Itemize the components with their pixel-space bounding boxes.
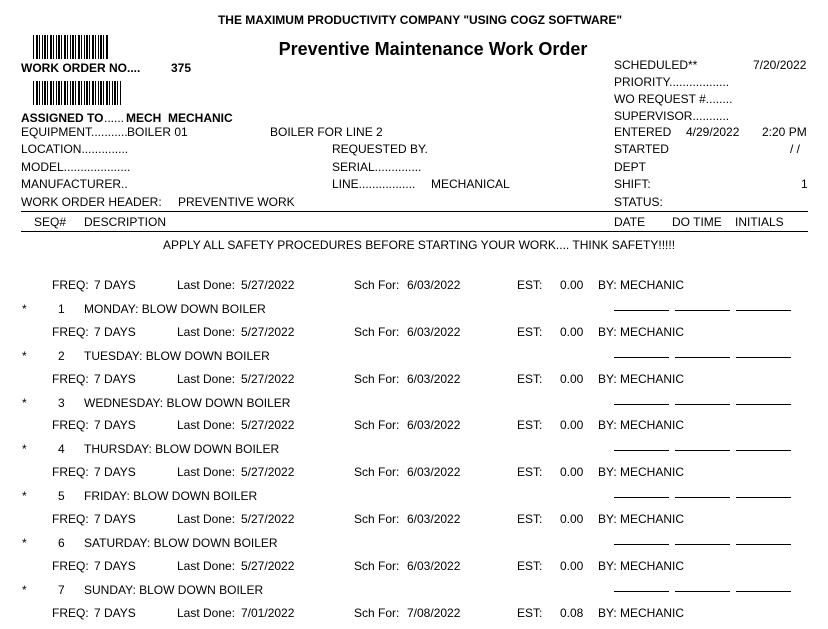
sch-for-label: Sch For: [354, 278, 400, 292]
initials-signoff-line[interactable] [736, 310, 791, 311]
task-seq: 1 [58, 302, 65, 316]
do-time-signoff-line[interactable] [675, 404, 730, 405]
freq-label: FREQ: [52, 606, 89, 620]
sch-for-value: 6/03/2022 [407, 372, 461, 386]
sch-for-label: Sch For: [354, 465, 400, 479]
sch-for-value: 7/08/2022 [407, 606, 461, 620]
serial-label: SERIAL.............. [332, 160, 422, 174]
assigned-value: MECH MECHANIC [126, 111, 233, 125]
by-value: MECHANIC [620, 606, 685, 620]
task-description: TUESDAY: BLOW DOWN BOILER [84, 349, 270, 363]
last-done-value: 5/27/2022 [241, 325, 295, 339]
freq-value: 7 DAYS [94, 278, 136, 292]
by-label: BY: [598, 559, 617, 573]
est-label: EST: [517, 512, 543, 526]
initials-signoff-line[interactable] [736, 544, 791, 545]
last-done-value: 5/27/2022 [241, 512, 295, 526]
task-marker: * [22, 442, 27, 456]
do-time-signoff-line[interactable] [675, 497, 730, 498]
last-done-label: Last Done: [177, 372, 236, 386]
est-label: EST: [517, 325, 543, 339]
equipment-description: BOILER FOR LINE 2 [270, 125, 383, 139]
shift-value: 1 [801, 177, 808, 191]
model-label: MODEL.................... [21, 160, 131, 174]
by-label: BY: [598, 325, 617, 339]
task-marker: * [22, 302, 27, 316]
est-value: 0.00 [560, 325, 584, 339]
initials-signoff-line[interactable] [736, 497, 791, 498]
last-done-label: Last Done: [177, 465, 236, 479]
est-value: 0.00 [560, 512, 584, 526]
sch-for-label: Sch For: [354, 559, 400, 573]
date-signoff-line[interactable] [614, 310, 669, 311]
est-label: EST: [517, 278, 543, 292]
scheduled-value: 7/20/2022 [753, 58, 807, 72]
wo-header-value: PREVENTIVE WORK [178, 195, 295, 209]
task-marker: * [22, 396, 27, 410]
freq-label: FREQ: [52, 325, 89, 339]
freq-value: 7 DAYS [94, 512, 136, 526]
task-marker: * [22, 583, 27, 597]
col-do-time: DO TIME [672, 215, 722, 229]
task-seq: 4 [58, 442, 65, 456]
col-date: DATE [614, 215, 646, 229]
status-label: STATUS: [614, 195, 663, 209]
requested-by-label: REQUESTED BY. [332, 142, 428, 156]
sch-for-value: 6/03/2022 [407, 418, 461, 432]
task-marker: * [22, 489, 27, 503]
last-done-label: Last Done: [177, 278, 236, 292]
last-done-value: 5/27/2022 [241, 418, 295, 432]
do-time-signoff-line[interactable] [675, 310, 730, 311]
do-time-signoff-line[interactable] [675, 357, 730, 358]
sch-for-value: 6/03/2022 [407, 512, 461, 526]
by-value: MECHANIC [620, 372, 685, 386]
by-value: MECHANIC [620, 418, 685, 432]
est-label: EST: [517, 606, 543, 620]
entered-time: 2:20 PM [762, 125, 807, 139]
last-done-value: 5/27/2022 [241, 559, 295, 573]
do-time-signoff-line[interactable] [675, 591, 730, 592]
assigned-dots: ...... [104, 111, 125, 125]
scheduled-label: SCHEDULED** [614, 58, 698, 72]
initials-signoff-line[interactable] [736, 404, 791, 405]
date-signoff-line[interactable] [614, 497, 669, 498]
sch-for-value: 6/03/2022 [407, 559, 461, 573]
line-label: LINE................. [332, 177, 416, 191]
sch-for-label: Sch For: [354, 325, 400, 339]
by-label: BY: [598, 278, 617, 292]
by-value: MECHANIC [620, 559, 685, 573]
safety-note: APPLY ALL SAFETY PROCEDURES BEFORE STARTING YOUR WORK.... THINK SAFETY!!!!! [162, 238, 676, 252]
by-value: MECHANIC [620, 278, 685, 292]
task-seq: 2 [58, 349, 65, 363]
sch-for-label: Sch For: [354, 512, 400, 526]
date-signoff-line[interactable] [614, 450, 669, 451]
est-value: 0.00 [560, 418, 584, 432]
shift-label: SHIFT: [614, 177, 651, 191]
freq-value: 7 DAYS [94, 418, 136, 432]
header-top-rule [21, 211, 808, 212]
by-value: MECHANIC [620, 465, 685, 479]
task-description: MONDAY: BLOW DOWN BOILER [84, 302, 266, 316]
task-description: SUNDAY: BLOW DOWN BOILER [84, 583, 264, 597]
est-label: EST: [517, 418, 543, 432]
do-time-signoff-line[interactable] [675, 544, 730, 545]
freq-label: FREQ: [52, 465, 89, 479]
freq-value: 7 DAYS [94, 325, 136, 339]
task-description: WEDNESDAY: BLOW DOWN BOILER [84, 396, 291, 410]
equipment-label: EQUIPMENT........... [21, 125, 128, 139]
freq-label: FREQ: [52, 372, 89, 386]
dept-label: DEPT [614, 160, 647, 174]
sch-for-value: 6/03/2022 [407, 278, 461, 292]
do-time-signoff-line[interactable] [675, 450, 730, 451]
last-done-label: Last Done: [177, 418, 236, 432]
initials-signoff-line[interactable] [736, 591, 791, 592]
assigned-barcode [33, 81, 121, 105]
task-description: FRIDAY: BLOW DOWN BOILER [84, 489, 258, 503]
by-label: BY: [598, 512, 617, 526]
by-label: BY: [598, 606, 617, 620]
last-done-label: Last Done: [177, 325, 236, 339]
priority-label: PRIORITY.................. [614, 75, 730, 89]
last-done-value: 5/27/2022 [241, 465, 295, 479]
sch-for-label: Sch For: [354, 418, 400, 432]
task-seq: 5 [58, 489, 65, 503]
est-label: EST: [517, 465, 543, 479]
started-value: / / [790, 142, 801, 156]
task-marker: * [22, 536, 27, 550]
header-bottom-rule [21, 231, 808, 232]
est-value: 0.00 [560, 559, 584, 573]
sch-for-value: 6/03/2022 [407, 325, 461, 339]
est-value: 0.08 [560, 606, 584, 620]
task-seq: 7 [58, 583, 65, 597]
freq-value: 7 DAYS [94, 559, 136, 573]
est-label: EST: [517, 372, 543, 386]
by-value: MECHANIC [620, 325, 685, 339]
wo-header-label: WORK ORDER HEADER: [21, 195, 162, 209]
last-done-value: 5/27/2022 [241, 278, 295, 292]
col-seq: SEQ# [34, 215, 67, 229]
est-value: 0.00 [560, 372, 584, 386]
date-signoff-line[interactable] [614, 357, 669, 358]
by-label: BY: [598, 372, 617, 386]
freq-value: 7 DAYS [94, 372, 136, 386]
last-done-label: Last Done: [177, 606, 236, 620]
started-label: STARTED [614, 142, 669, 156]
est-label: EST: [517, 559, 543, 573]
freq-value: 7 DAYS [94, 465, 136, 479]
date-signoff-line[interactable] [614, 591, 669, 592]
by-value: MECHANIC [620, 512, 685, 526]
initials-signoff-line[interactable] [736, 357, 791, 358]
entered-date: 4/29/2022 [686, 125, 740, 139]
last-done-value: 5/27/2022 [241, 372, 295, 386]
work-order-label: WORK ORDER NO.... [21, 61, 141, 75]
est-value: 0.00 [560, 465, 584, 479]
task-description: SATURDAY: BLOW DOWN BOILER [84, 536, 278, 550]
document-title: Preventive Maintenance Work Order [278, 39, 588, 59]
task-marker: * [22, 349, 27, 363]
last-done-label: Last Done: [177, 512, 236, 526]
est-value: 0.00 [560, 278, 584, 292]
entered-label: ENTERED [614, 125, 672, 139]
date-signoff-line[interactable] [614, 544, 669, 545]
col-initials: INITIALS [735, 215, 784, 229]
freq-label: FREQ: [52, 278, 89, 292]
by-label: BY: [598, 418, 617, 432]
task-seq: 3 [58, 396, 65, 410]
freq-label: FREQ: [52, 559, 89, 573]
sch-for-value: 6/03/2022 [407, 465, 461, 479]
sch-for-label: Sch For: [354, 606, 400, 620]
company-name: THE MAXIMUM PRODUCTIVITY COMPANY "USING COGZ SOFTWARE" [217, 13, 623, 27]
freq-value: 7 DAYS [94, 606, 136, 620]
col-description: DESCRIPTION [84, 215, 167, 229]
work-order-barcode [33, 35, 109, 59]
assigned-label: ASSIGNED TO [21, 111, 104, 125]
freq-label: FREQ: [52, 512, 89, 526]
initials-signoff-line[interactable] [736, 450, 791, 451]
equipment-value: BOILER 01 [127, 125, 188, 139]
wo-request-label: WO REQUEST #........ [614, 92, 733, 106]
last-done-value: 7/01/2022 [241, 606, 295, 620]
work-order-number: 375 [171, 61, 192, 75]
by-label: BY: [598, 465, 617, 479]
freq-label: FREQ: [52, 418, 89, 432]
supervisor-label: SUPERVISOR........... [614, 109, 730, 123]
date-signoff-line[interactable] [614, 404, 669, 405]
last-done-label: Last Done: [177, 559, 236, 573]
line-value: MECHANICAL [431, 177, 510, 191]
task-seq: 6 [58, 536, 65, 550]
sch-for-label: Sch For: [354, 372, 400, 386]
task-description: THURSDAY: BLOW DOWN BOILER [84, 442, 280, 456]
location-label: LOCATION.............. [21, 142, 129, 156]
manufacturer-label: MANUFACTURER.. [21, 177, 128, 191]
